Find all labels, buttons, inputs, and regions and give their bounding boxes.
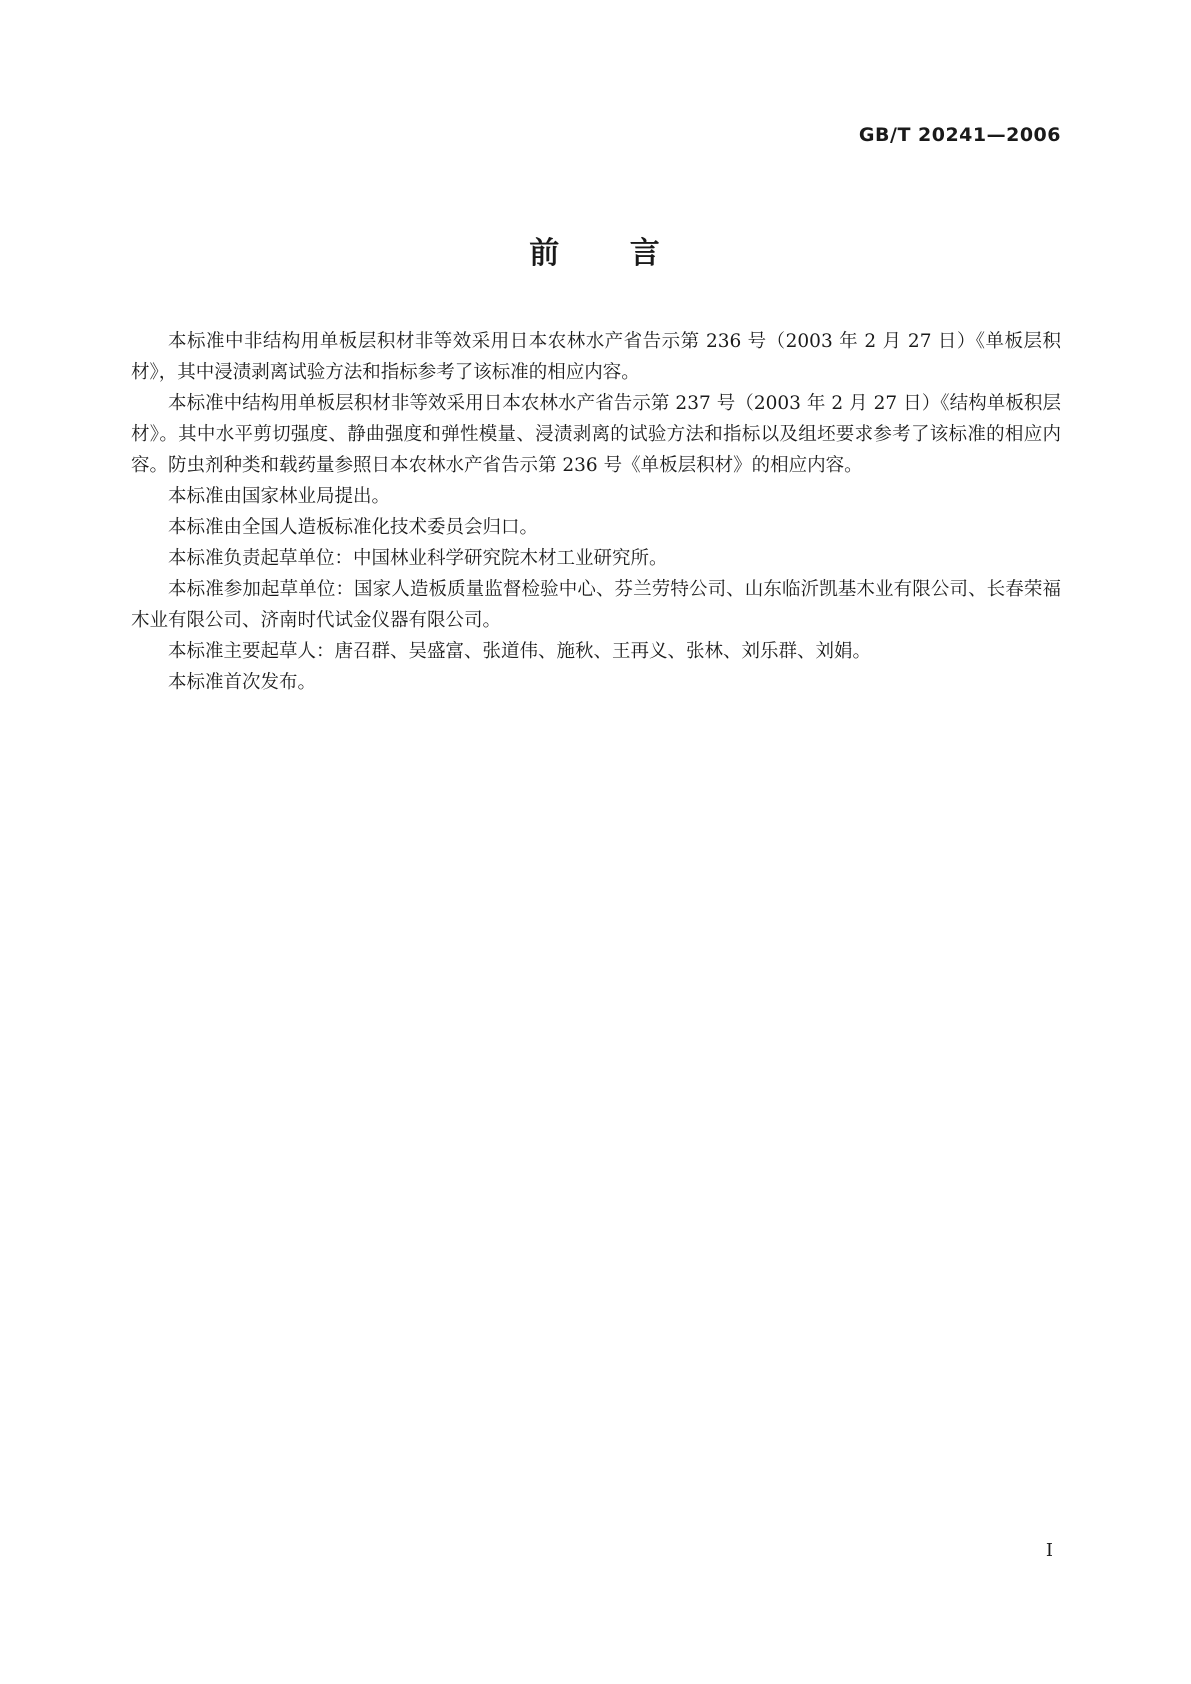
preface-body [131,326,1061,698]
paragraph-nonstructural-adoption: 本标准中非结构用单板层积材非等效采用日本农林水产省告示第 236 号（2003 年 2 月 27 日）《单板层积材》，其中浸渍剥离试验方法和指标参考了该标准的相应内容。 [131,331,1061,383]
paragraph-first-release: 本标准首次发布。 [168,672,317,693]
page-number: I [1045,1540,1053,1561]
paragraph-proposed-by: 本标准由国家林业局提出。 [168,486,391,507]
paragraph-main-drafters: 本标准主要起草人：唐召群、吴盛富、张道伟、施秋、王再义、张林、刘乐群、刘娟。 [168,641,872,662]
paragraph-structural-adoption: 本标准中结构用单板层积材非等效采用日本农林水产省告示第 237 号（2003 年 2 月 27 日）《结构单板积层材》。其中水平剪切强度、静曲强度和弹性模量、浸渍剥离的试验方法和指标以及组坯要求参考了该标准的相应内容。防虫剂种类和载药量参照日本农林水产省告示第 236 号《单板层积材》的相应内容。 [131,393,1061,476]
paragraph-centralized-by: 本标准由全国人造板标准化技术委员会归口。 [168,517,539,538]
standard-number: GB/T 20241—2006 [858,124,1061,146]
paragraph-responsible-drafter: 本标准负责起草单位：中国林业科学研究院木材工业研究所。 [168,548,668,569]
page-title: 前 言 [529,236,662,271]
paragraph-participating-drafters: 本标准参加起草单位：国家人造板质量监督检验中心、芬兰劳特公司、山东临沂凯基木业有限公司、长春荣福木业有限公司、济南时代试金仪器有限公司。 [131,579,1061,631]
